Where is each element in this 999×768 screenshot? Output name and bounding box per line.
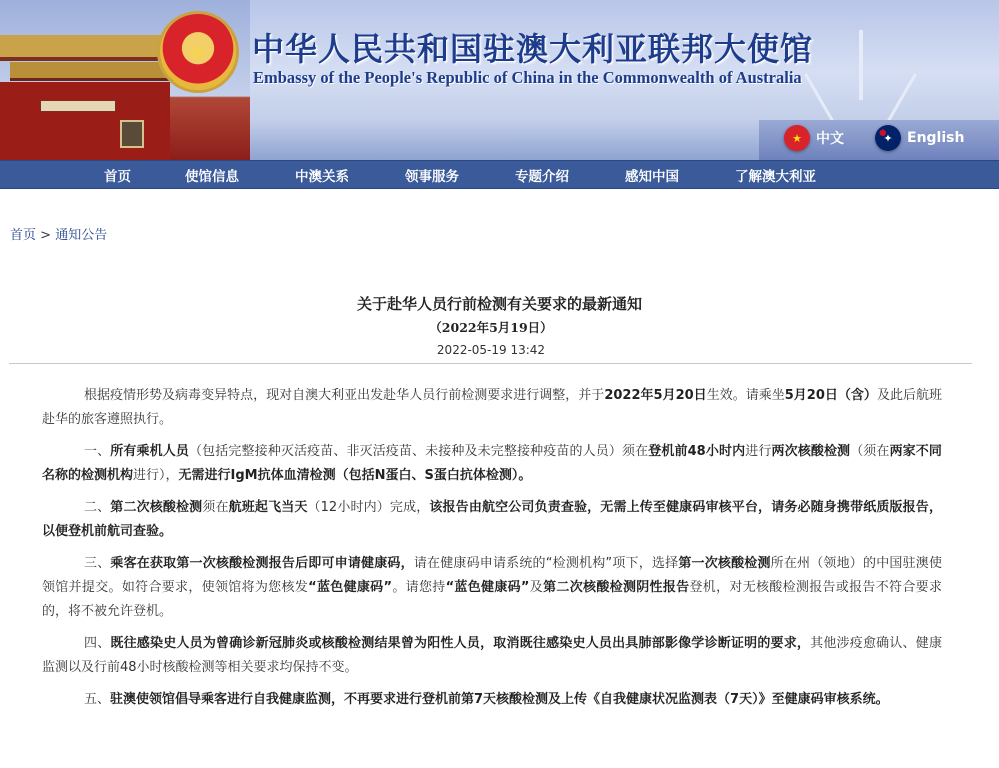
title-divider [9,363,972,364]
article-title: 关于赴华人员行前检测有关要求的最新通知 [356,295,642,313]
breadcrumb-notices[interactable]: 通知公告 [55,228,108,243]
nav-perceive-china[interactable]: 感知中国 [625,168,679,185]
nav-embassy-info[interactable]: 使馆信息 [185,168,239,185]
paragraph-5: 五、驻澳使领馆倡导乘客进行自我健康监测，不再要求进行登机前第7天核酸检测及上传《自我健康状况监测表（7天）》至健康码审核系统。 [84,692,889,707]
lang-en-label: English [907,130,965,146]
breadcrumb [10,224,107,243]
lang-cn-label: 中文 [816,131,844,147]
nav-special-topics[interactable]: 专题介绍 [515,168,569,185]
breadcrumb-separator: > [40,228,52,243]
site-title-en: Embassy of the People's Republic of China in the Commonwealth of Australia [253,68,802,87]
paragraph-1: 一、所有乘机人员（包括完整接种灭活疫苗、非灭活疫苗、未接种及未完整接种疫苗的人员）须在登机前48小时内进行两次核酸检测（须在两家不同名称的检测机构进行），无需进行IgM抗体血清检测（包括N蛋白、S蛋白抗体检测）。 [42,444,942,483]
breadcrumb-home[interactable]: 首页 [10,228,37,243]
article-body [42,384,942,720]
gate-wall [0,82,170,160]
flagpole-leg [884,73,917,126]
site-title-cn: 中华人民共和国驻澳大利亚联邦大使馆 [252,30,814,68]
australia-flag-icon: ✦ [875,125,901,151]
nav-home[interactable]: 首页 [104,168,131,185]
china-flag-icon: ★ [784,125,810,151]
lang-switch-cn[interactable] [784,125,844,151]
paragraph-3: 三、乘客在获取第一次核酸检测报告后即可申请健康码，请在健康码申请系统的“检测机构”项下，选择第一次核酸检测所在州（领地）的中国驻澳使领馆并提交。如符合要求，使领馆将为您核发“蓝色健康码”。请您持“蓝色健康码”及第二次核酸检测阴性报告登机，对无核酸检测报告或报告不符合要求的，将不被允许登机。 [42,556,942,619]
nav-consular-services[interactable]: 领事服务 [405,168,459,185]
nav-china-australia-relations[interactable]: 中澳关系 [295,168,349,185]
flagpole-leg [804,73,837,126]
gate-portrait [120,120,144,148]
lang-switch-en[interactable] [875,125,964,151]
paragraph-2: 二、第二次核酸检测须在航班起飞当天（12小时内）完成，该报告由航空公司负责查验，无需上传至健康码审核平台，请务必随身携带纸质版报告，以便登机前航司查验。 [42,500,942,539]
paragraph-4: 四、既往感染史人员为曾确诊新冠肺炎或核酸检测结果曾为阳性人员，取消既往感染史人员出具肺部影像学诊断证明的要求，其他涉疫愈确认、健康监测以及行前48小时核酸检测等相关要求均保持不变。 [42,636,942,675]
article-subtitle: （2022年5月19日） [429,320,553,335]
gate-plaque [40,100,116,112]
paragraph-intro: 根据疫情形势及病毒变异特点，现对自澳大利亚出发赴华人员行前检测要求进行调整，并于2022年5月20日生效。请乘坐5月20日（含）及此后航班赴华的旅客遵照执行。 [42,388,942,427]
main-nav [0,160,999,189]
national-emblem-icon: ★ [160,14,236,90]
nav-learn-australia[interactable]: 了解澳大利亚 [735,168,816,185]
flagpole [859,30,863,100]
article-date: 2022-05-19 13:42 [436,343,546,357]
header-banner [0,0,999,160]
